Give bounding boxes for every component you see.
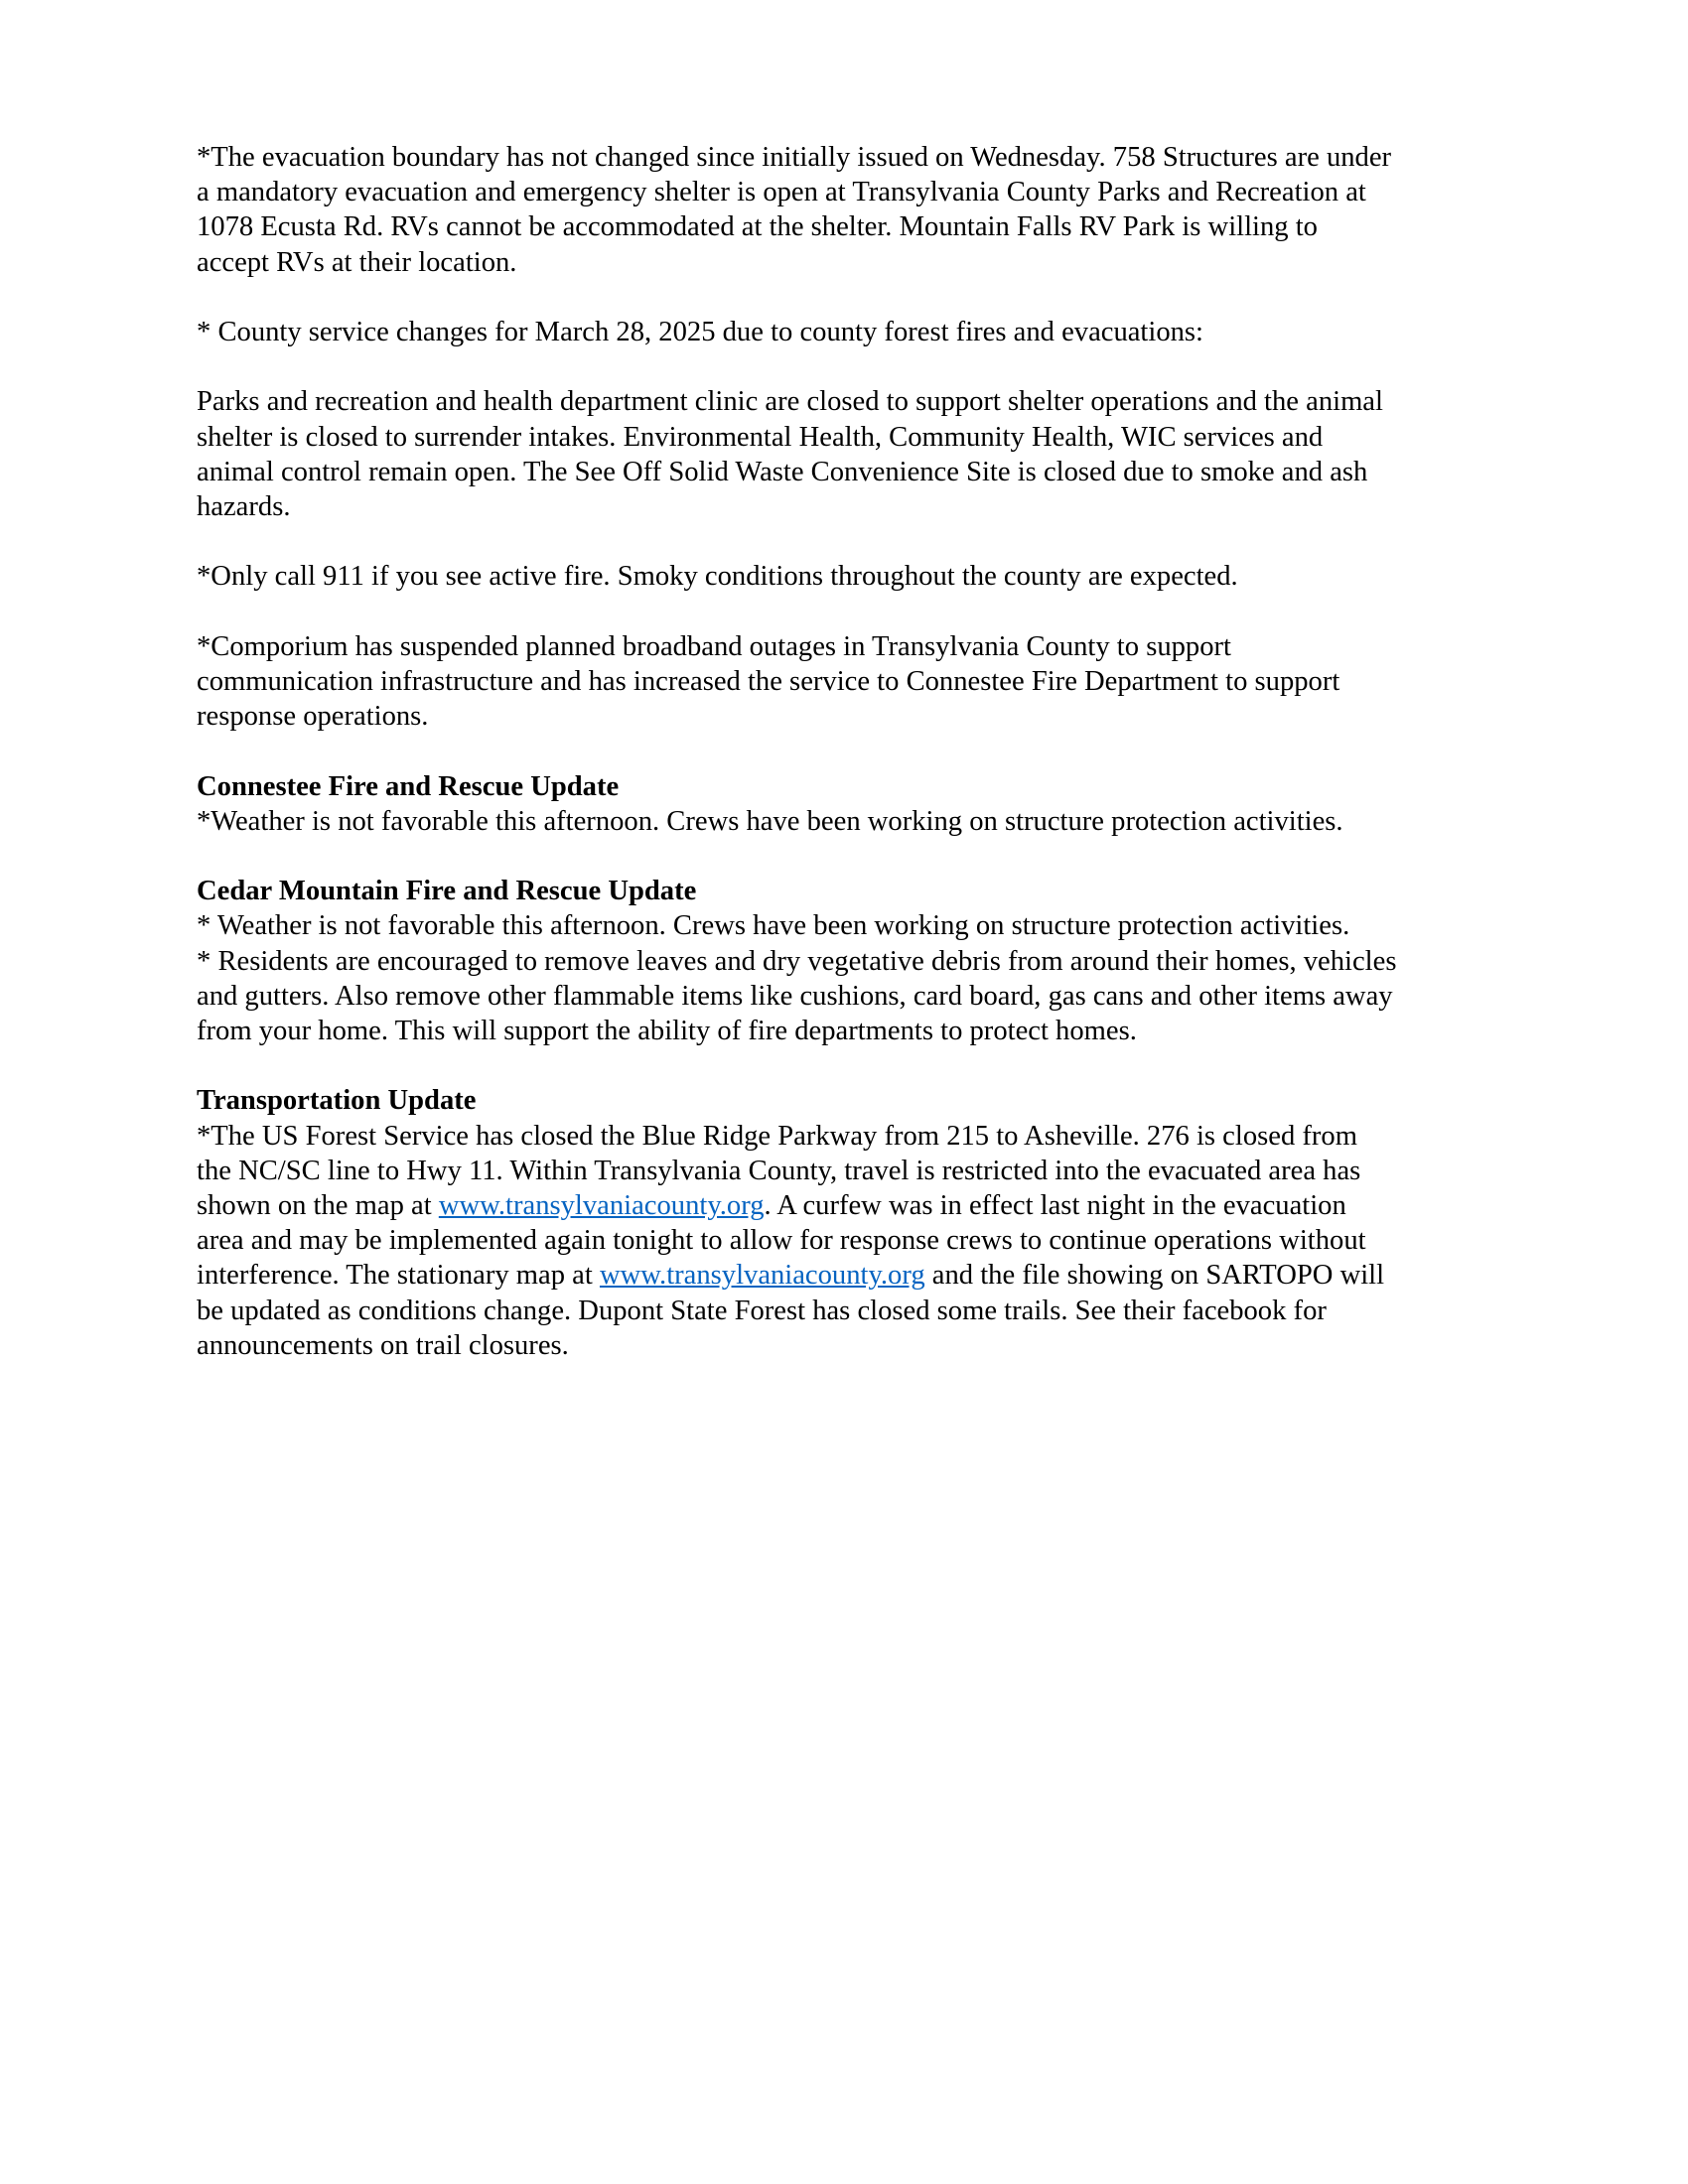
stationary-map-link[interactable]: www.transylvaniacounty.org [599, 1260, 925, 1292]
connestee-section [197, 769, 1497, 839]
text-line: Parks and recreation and health department clinic are closed to support shelter operations and the animal [197, 386, 1383, 418]
section-heading: Connestee Fire and Rescue Update [197, 770, 620, 802]
text-line: hazards. [197, 491, 291, 522]
text-span: and the file showing on SARTOPO will [924, 1260, 1385, 1292]
text-line: a mandatory evacuation and emergency shelter is open at Transylvania County Parks and Recreation at [197, 177, 1366, 208]
text-line: shelter is closed to surrender intakes. Environmental Health, Community Health, WIC services and [197, 421, 1324, 453]
text-line: accept RVs at their location. [197, 246, 517, 278]
service-changes-intro [197, 315, 1497, 349]
service-changes-paragraph [197, 384, 1497, 524]
text-line [197, 1258, 1497, 1293]
text-line: *Weather is not favorable this afternoon. Crews have been working on structure protection activities. [197, 805, 1343, 837]
document-page [197, 140, 1497, 1363]
text-line: *The evacuation boundary has not changed since initially issued on Wednesday. 758 Structures are under [197, 142, 1392, 173]
transportation-section [197, 1083, 1497, 1363]
comporium-paragraph [197, 629, 1497, 735]
section-heading: Transportation Update [197, 1085, 477, 1117]
section-heading: Cedar Mountain Fire and Rescue Update [197, 876, 697, 907]
text-line: and gutters. Also remove other flammable items like cushions, card board, gas cans and other items away [197, 980, 1393, 1012]
text-span: shown on the map at [197, 1189, 439, 1221]
text-line: * Residents are encouraged to remove leaves and dry vegetative debris from around their homes, vehicles [197, 945, 1397, 977]
text-line: *Comporium has suspended planned broadband outages in Transylvania County to support [197, 630, 1231, 662]
text-line: announcements on trail closures. [197, 1329, 569, 1361]
text-line: area and may be implemented again tonight to allow for response crews to continue operations without [197, 1225, 1366, 1257]
text-line: communication infrastructure and has increased the service to Connestee Fire Department to support [197, 665, 1340, 697]
text-line: be updated as conditions change. Dupont State Forest has closed some trails. See their facebook for [197, 1295, 1327, 1326]
text-line: response operations. [197, 701, 429, 733]
evacuation-paragraph [197, 140, 1497, 280]
text-line: *The US Forest Service has closed the Blue Ridge Parkway from 215 to Asheville. 276 is closed from [197, 1120, 1357, 1152]
text-line: *Only call 911 if you see active fire. Smoky conditions throughout the county are expected. [197, 561, 1238, 593]
county-website-link[interactable]: www.transylvaniacounty.org [438, 1189, 765, 1221]
text-line: 1078 Ecusta Rd. RVs cannot be accommodated at the shelter. Mountain Falls RV Park is willing to [197, 211, 1318, 243]
text-line: * County service changes for March 28, 2025 due to county forest fires and evacuations: [197, 317, 1203, 347]
text-span: . A curfew was in effect last night in the evacuation [764, 1189, 1346, 1221]
cedar-mountain-section [197, 874, 1497, 1048]
text-line: * Weather is not favorable this afternoon. Crews have been working on structure protection activities. [197, 910, 1350, 942]
text-span: interference. The stationary map at [197, 1260, 600, 1292]
text-line [197, 1188, 1497, 1223]
text-line: from your home. This will support the ability of fire departments to protect homes. [197, 1015, 1137, 1046]
text-line: animal control remain open. The See Off Solid Waste Convenience Site is closed due to smoke and ash [197, 456, 1368, 487]
call-911-paragraph [197, 559, 1497, 594]
text-line: the NC/SC line to Hwy 11. Within Transylvania County, travel is restricted into the evacuated area has [197, 1155, 1361, 1186]
